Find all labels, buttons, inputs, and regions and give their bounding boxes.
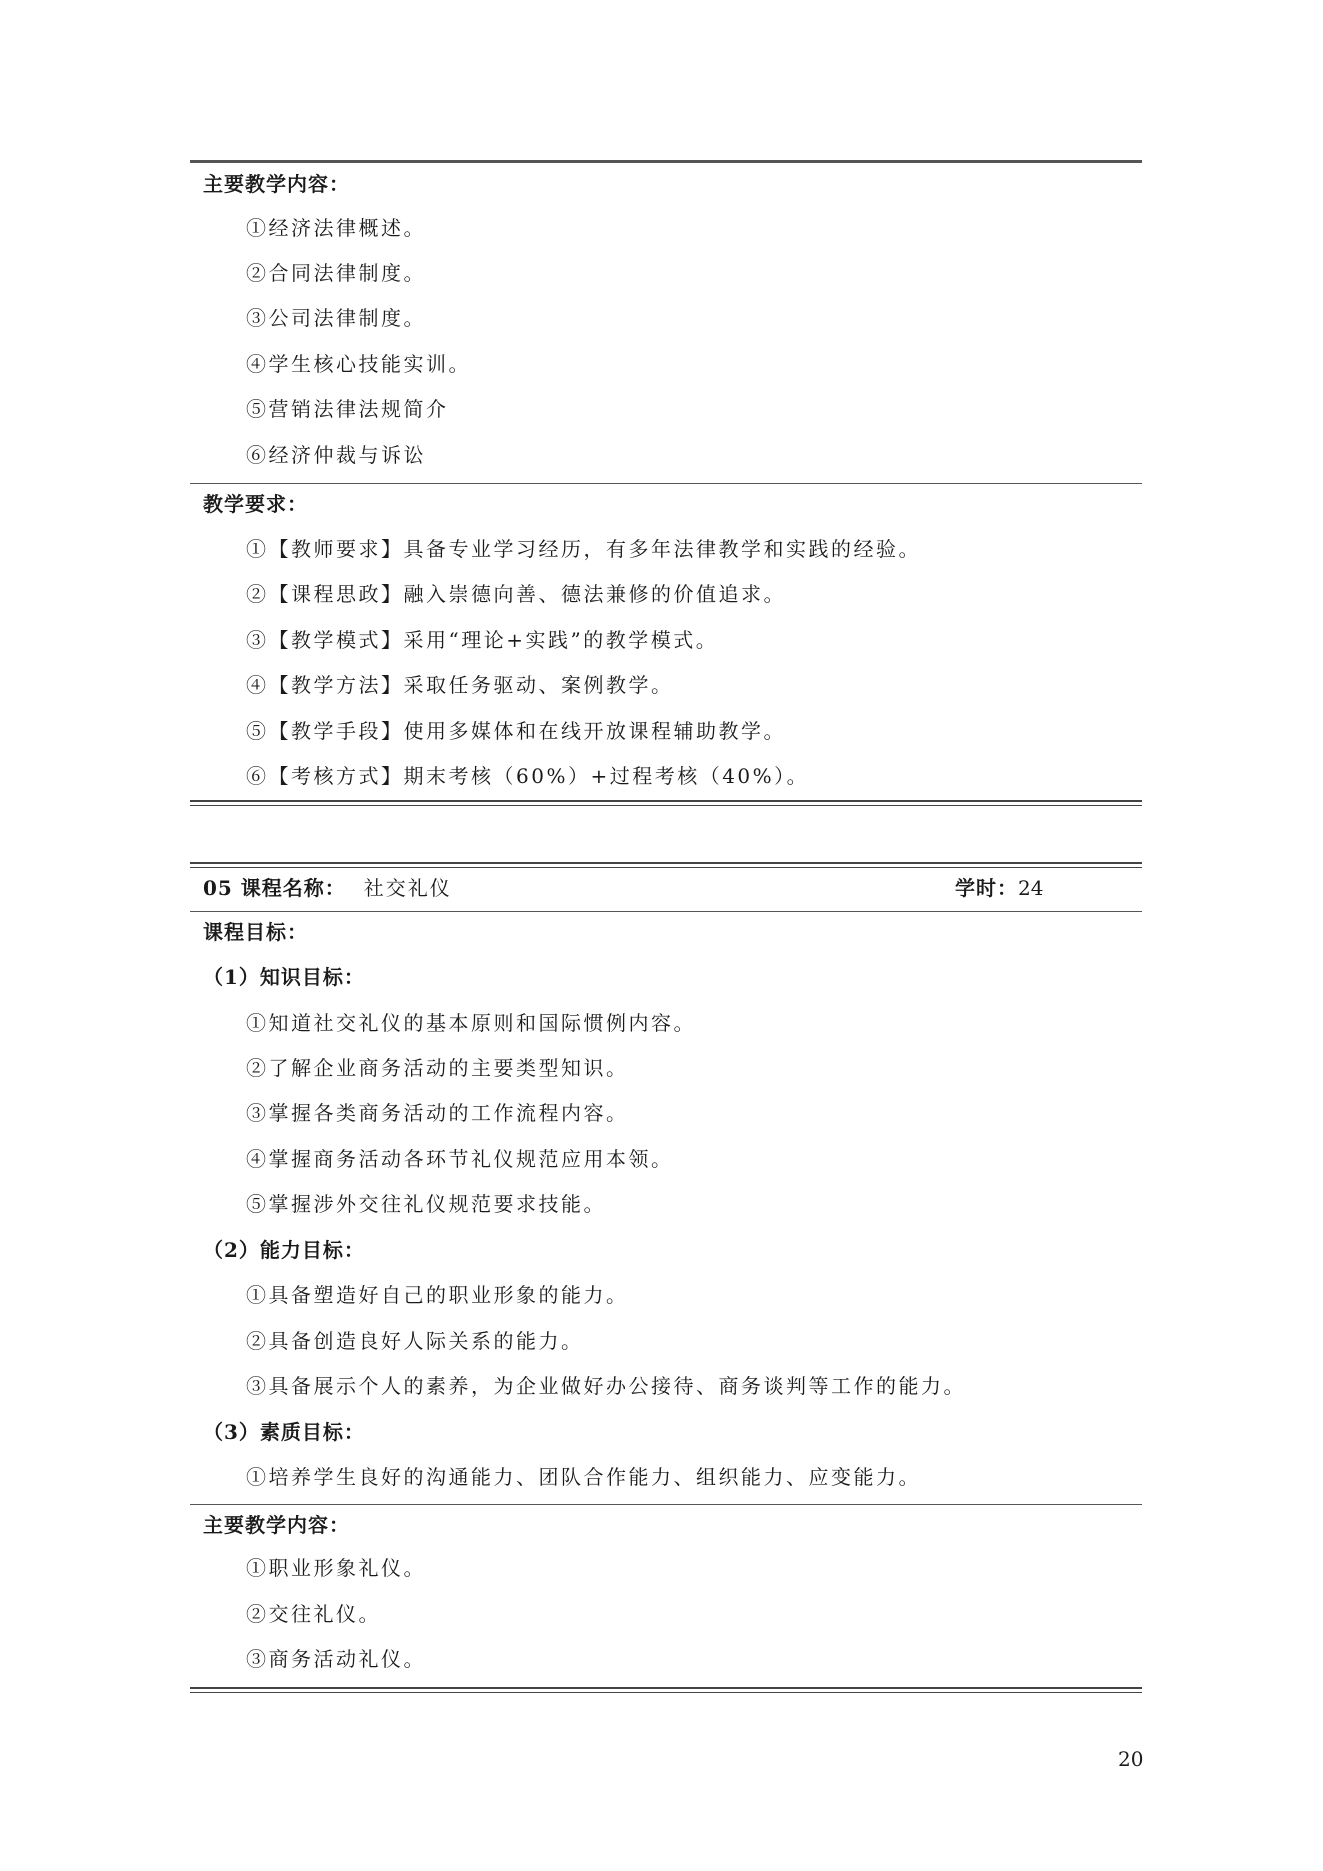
- objective-item: ②了解企业商务活动的主要类型知识。: [246, 1056, 629, 1080]
- knowledge-objectives-heading: （1）知识目标：: [203, 965, 365, 989]
- content-item: ②交往礼仪。: [246, 1602, 381, 1626]
- table-top-rule: [190, 862, 1142, 868]
- table-bottom-rule: [190, 1687, 1142, 1693]
- objectives-heading: 课程目标：: [203, 920, 308, 944]
- objective-item: ①培养学生良好的沟通能力、团队合作能力、组织能力、应变能力。: [246, 1465, 921, 1489]
- objective-item: ③掌握各类商务活动的工作流程内容。: [246, 1101, 629, 1125]
- content-item: ②合同法律制度。: [246, 261, 426, 285]
- ability-objectives-heading: （2）能力目标：: [203, 1238, 365, 1262]
- objective-item: ①知道社交礼仪的基本原则和国际惯例内容。: [246, 1011, 696, 1035]
- hours-value: 24: [1018, 876, 1044, 900]
- objective-item: ②具备创造良好人际关系的能力。: [246, 1329, 584, 1353]
- requirement-item: ⑤【教学手段】使用多媒体和在线开放课程辅助教学。: [246, 719, 786, 743]
- content-item: ⑤营销法律法规简介: [246, 397, 449, 421]
- content-item: ⑥经济仲裁与诉讼: [246, 443, 426, 467]
- hours-label: 学时：: [955, 876, 1018, 900]
- requirement-item: ③【教学模式】采用“理论+实践”的教学模式。: [246, 628, 719, 652]
- content-item: ④学生核心技能实训。: [246, 352, 471, 376]
- section-divider: [190, 1504, 1142, 1505]
- requirement-item: ①【教师要求】具备专业学习经历，有多年法律教学和实践的经验。: [246, 537, 921, 561]
- table-top-rule: [190, 160, 1142, 163]
- requirement-item: ②【课程思政】融入崇德向善、德法兼修的价值追求。: [246, 582, 786, 606]
- content-item: ①经济法律概述。: [246, 216, 426, 240]
- content-item: ③公司法律制度。: [246, 306, 426, 330]
- table-bottom-rule: [190, 800, 1142, 806]
- requirements-heading: 教学要求：: [203, 492, 308, 516]
- requirement-item: ④【教学方法】采取任务驱动、案例教学。: [246, 673, 674, 697]
- section-divider: [190, 483, 1142, 484]
- objective-item: ④掌握商务活动各环节礼仪规范应用本领。: [246, 1147, 674, 1171]
- content-item: ①职业形象礼仪。: [246, 1556, 426, 1580]
- quality-objectives-heading: （3）素质目标：: [203, 1420, 365, 1444]
- objective-item: ①具备塑造好自己的职业形象的能力。: [246, 1283, 629, 1307]
- main-content-heading: 主要教学内容：: [203, 1513, 350, 1537]
- objective-item: ③具备展示个人的素养，为企业做好办公接待、商务谈判等工作的能力。: [246, 1374, 966, 1398]
- section-divider: [190, 911, 1142, 912]
- page-number: 20: [1118, 1747, 1144, 1771]
- requirement-item: ⑥【考核方式】期末考核（60%）+过程考核（40%）。: [246, 764, 810, 788]
- course-hours: [955, 872, 1043, 901]
- course-name: 社交礼仪: [363, 876, 452, 900]
- course-name-label: 05 课程名称：: [203, 876, 346, 900]
- objective-item: ⑤掌握涉外交往礼仪规范要求技能。: [246, 1192, 606, 1216]
- content-item: ③商务活动礼仪。: [246, 1647, 426, 1671]
- main-content-heading: 主要教学内容：: [203, 172, 350, 196]
- course-title-row: [203, 872, 1103, 901]
